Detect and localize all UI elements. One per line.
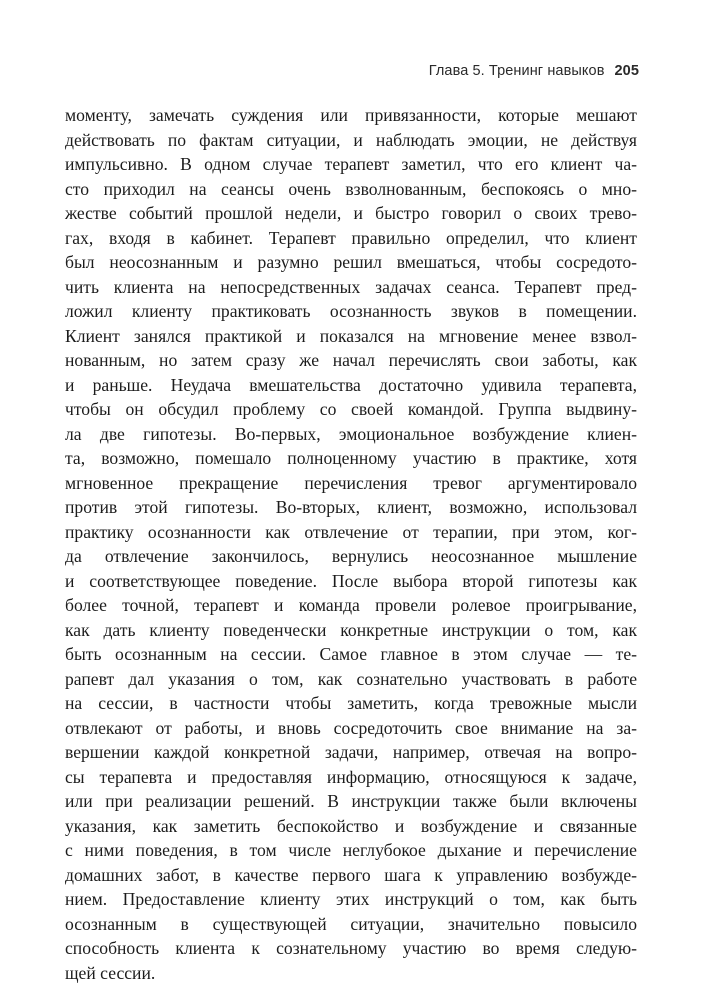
text-line: щей сессии. [65, 962, 156, 983]
body-paragraph [65, 103, 637, 985]
text-line: да отвлечение закончилось, вернулись неосознанное мышление [65, 546, 637, 566]
text-line: мгновенное прекращение перечисления тревог аргументировало [65, 472, 637, 493]
text-line: ла две гипотезы. Во-первых, эмоциональное возбуждение клиен- [65, 423, 637, 444]
text-line: или при реализации решений. В инструкции также были включены [65, 791, 637, 811]
text-line: отвлекают от работы, и вновь сосредоточить свое внимание на за- [65, 717, 637, 738]
text-line: моменту, замечать суждения или привязанности, которые мешают [65, 105, 637, 125]
text-line: сы терапевта и предоставляя информацию, относящуюся к задаче, [65, 766, 637, 787]
text-line: на сессии, в частности чтобы заметить, когда тревожные мысли [65, 693, 637, 713]
text-line: домашних забот, в качестве первого шага к управлению возбужде- [65, 864, 637, 885]
text-line: сто приходил на сеансы очень взволнованным, беспокоясь о мно- [65, 178, 637, 199]
text-line: чить клиента на непосредственных задачах сеанса. Терапевт пред- [65, 276, 637, 297]
text-line: осознанным в существующей ситуации, значительно повысило [65, 913, 637, 934]
text-line: нованным, но затем сразу же начал перечислять свои заботы, как [65, 350, 637, 370]
text-line: указания, как заметить беспокойство и возбуждение и связанные [65, 815, 637, 836]
text-line: способность клиента к сознательному участию во время следую- [65, 938, 637, 958]
running-header [429, 63, 639, 79]
text-line: вершении каждой конкретной задачи, например, отвечая на вопро- [65, 742, 637, 762]
text-line: Клиент занялся практикой и показался на мгновение менее взвол- [65, 325, 637, 346]
text-line: и соответствующее поведение. После выбора второй гипотезы как [65, 570, 637, 591]
text-line: ложил клиенту практиковать осознанность звуков в помещении. [65, 301, 637, 321]
chapter-title: Глава 5. Тренинг навыков [428, 63, 605, 79]
page-number: 205 [614, 63, 639, 79]
text-line: практику осознанности как отвлечение от терапии, при этом, ког- [65, 521, 637, 542]
text-line: был неосознанным и разумно решил вмешаться, чтобы сосредото- [65, 252, 637, 272]
text-line: чтобы он обсудил проблему со своей командой. Группа выдвину- [65, 399, 637, 419]
text-line: рапевт дал указания о том, как сознательно участвовать в работе [65, 668, 637, 689]
text-line: быть осознанным на сессии. Самое главное в этом случае — те- [65, 644, 637, 664]
text-line: нием. Предоставление клиенту этих инструкций о том, как быть [65, 889, 637, 909]
text-line: против этой гипотезы. Во-вторых, клиент, возможно, использовал [65, 497, 637, 517]
text-line: более точной, терапевт и команда провели ролевое проигрывание, [65, 595, 637, 615]
text-line: импульсивно. В одном случае терапевт заметил, что его клиент ча- [65, 154, 637, 174]
text-line: с ними поведения, в том числе неглубокое дыхание и перечисление [65, 840, 637, 860]
text-line: действовать по фактам ситуации, и наблюдать эмоции, не действуя [65, 129, 637, 150]
text-line: та, возможно, помешало полноценному участию в практике, хотя [65, 448, 637, 468]
text-line: жестве событий прошлой недели, и быстро говорил о своих трево- [65, 203, 637, 223]
text-line: гах, входя в кабинет. Терапевт правильно определил, что клиент [65, 227, 637, 248]
text-line: и раньше. Неудача вмешательства достаточно удивила терапевта, [65, 374, 637, 395]
text-line: как дать клиенту поведенчески конкретные инструкции о том, как [65, 619, 637, 640]
